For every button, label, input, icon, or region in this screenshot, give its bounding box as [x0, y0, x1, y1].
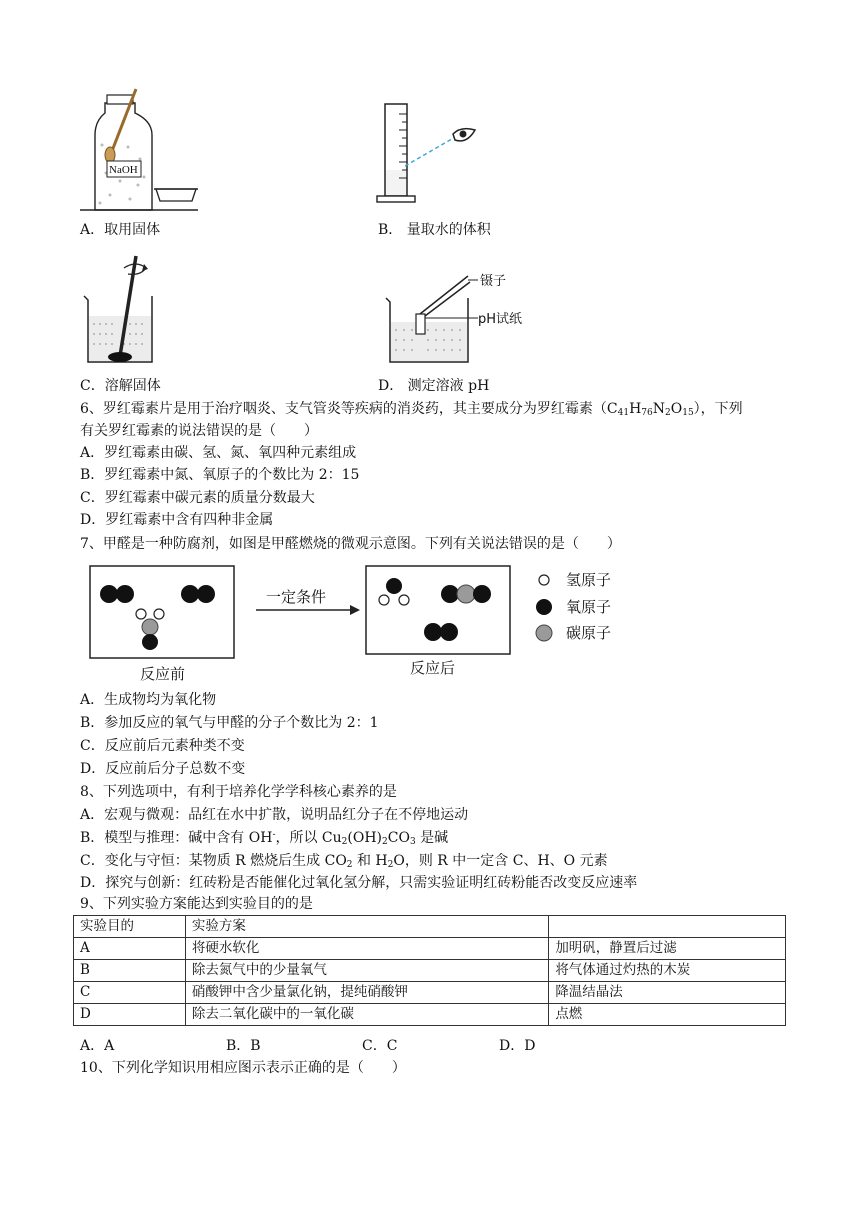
row-id: D — [74, 1004, 186, 1026]
naoh-label: NaOH — [109, 164, 138, 176]
legend-carbon — [536, 625, 552, 641]
q7-option-b[interactable]: B．参加反应的氧气与甲醛的分子个数比为 2：1 — [80, 715, 379, 731]
before-label: 反应前 — [140, 665, 186, 682]
q8-option-a[interactable]: A．宏观与微观：品红在水中扩散，说明品红分子在不停地运动 — [80, 807, 469, 823]
row-goal: 除去氮气中的少量氧气 — [185, 960, 548, 982]
tweezers-label: 镊子 — [480, 274, 507, 289]
header-cell — [549, 916, 786, 938]
legend-hydrogen — [539, 575, 549, 585]
q5-option-d[interactable]: D． 测定溶液 pH — [378, 378, 490, 394]
row-goal: 将硬水软化 — [185, 938, 548, 960]
q6-option-d[interactable]: D．罗红霉素中含有四种非金属 — [80, 512, 274, 528]
q7-option-a[interactable]: A．生成物均为氧化物 — [80, 692, 217, 708]
table-row — [74, 1004, 786, 1026]
q6-stem: 6、罗红霉素片是用于治疗咽炎、支气管炎等疾病的消炎药，其主要成分为罗红霉素$(C_{41}H_{76}N_2O_{15})$，下列 — [80, 401, 743, 418]
ph-paper-label: pH试纸 — [478, 312, 523, 327]
row-method: 加明矾，静置后过滤 — [549, 938, 786, 960]
after-label: 反应后 — [410, 659, 456, 677]
legend-oxygen — [536, 599, 552, 615]
q8-option-c[interactable]: C．变化与守恒：某物质 R 燃烧后生成 $CO_2$ 和 $H_2O$，则 R 中一定含 C、H、O 元素 — [80, 853, 608, 870]
q7-stem: 7、甲醛是一种防腐剂，如图是甲醛燃烧的微观示意图。下列有关说法错误的是（ ） — [80, 536, 621, 552]
q9-option-b[interactable]: B．B — [226, 1038, 261, 1054]
q6-option-a[interactable]: A．罗红霉素由碳、氢、氮、氧四种元素组成 — [80, 445, 357, 461]
q9-stem: 9、下列实验方案能达到实验目的的是 — [80, 896, 313, 912]
row-id: B — [74, 960, 186, 982]
table-row — [74, 960, 786, 982]
table-row — [74, 938, 786, 960]
naoh-bottle-figure — [80, 85, 210, 215]
graduated-cylinder-figure — [375, 100, 485, 210]
table-header-row — [74, 916, 786, 938]
q5-option-b[interactable]: B． 量取水的体积 — [378, 222, 491, 238]
legend-oxygen-label: 氧原子 — [566, 598, 612, 616]
row-method: 降温结晶法 — [549, 982, 786, 1004]
q9-option-c[interactable]: C．C — [362, 1038, 398, 1054]
q5-option-a[interactable]: A．取用固体 — [80, 222, 161, 238]
dissolving-beaker-figure — [80, 250, 170, 370]
q6-option-c[interactable]: C．罗红霉素中碳元素的质量分数最大 — [80, 490, 315, 506]
row-goal: 除去二氧化碳中的一氧化碳 — [185, 1004, 548, 1026]
row-method: 将气体通过灼热的木炭 — [549, 960, 786, 982]
ph-test-figure — [380, 268, 550, 368]
header-cell: 实验目的 — [74, 916, 186, 938]
q9-option-a[interactable]: A．A — [80, 1038, 115, 1054]
row-id: C — [74, 982, 186, 1004]
reaction-diagram — [88, 562, 648, 682]
legend-hydrogen-label: 氢原子 — [566, 571, 612, 589]
q10-stem: 10、下列化学知识用相应图示表示正确的是（ ） — [80, 1060, 406, 1076]
q9-option-d[interactable]: D．D — [499, 1038, 536, 1054]
experiment-table — [73, 915, 786, 1026]
table-row — [74, 982, 786, 1004]
q8-option-b[interactable]: B．模型与推理：碱中含有 OH-，所以 $Cu_2(OH)_2CO_3$ 是碱 — [80, 830, 449, 847]
q7-option-d[interactable]: D．反应前后分子总数不变 — [80, 761, 246, 777]
q8-option-d[interactable]: D．探究与创新：红砖粉是否能催化过氧化氢分解，只需实验证明红砖粉能否改变反应速率 — [80, 875, 638, 891]
row-method: 点燃 — [549, 1004, 786, 1026]
after-box — [366, 566, 510, 654]
q5-option-c[interactable]: C．溶解固体 — [80, 378, 161, 394]
q7-option-c[interactable]: C．反应前后元素种类不变 — [80, 738, 245, 754]
header-cell: 实验方案 — [185, 916, 548, 938]
condition-label: 一定条件 — [266, 588, 327, 606]
q6-option-b[interactable]: B．罗红霉素中氮、氧原子的个数比为 2：15 — [80, 467, 360, 483]
row-id: A — [74, 938, 186, 960]
q8-stem: 8、下列选项中，有利于培养化学学科核心素养的是 — [80, 784, 397, 800]
row-goal: 硝酸钾中含少量氯化钠，提纯硝酸钾 — [185, 982, 548, 1004]
q6-stem-cont: 有关罗红霉素的说法错误的是（ ） — [80, 423, 318, 439]
legend-carbon-label: 碳原子 — [566, 624, 612, 642]
